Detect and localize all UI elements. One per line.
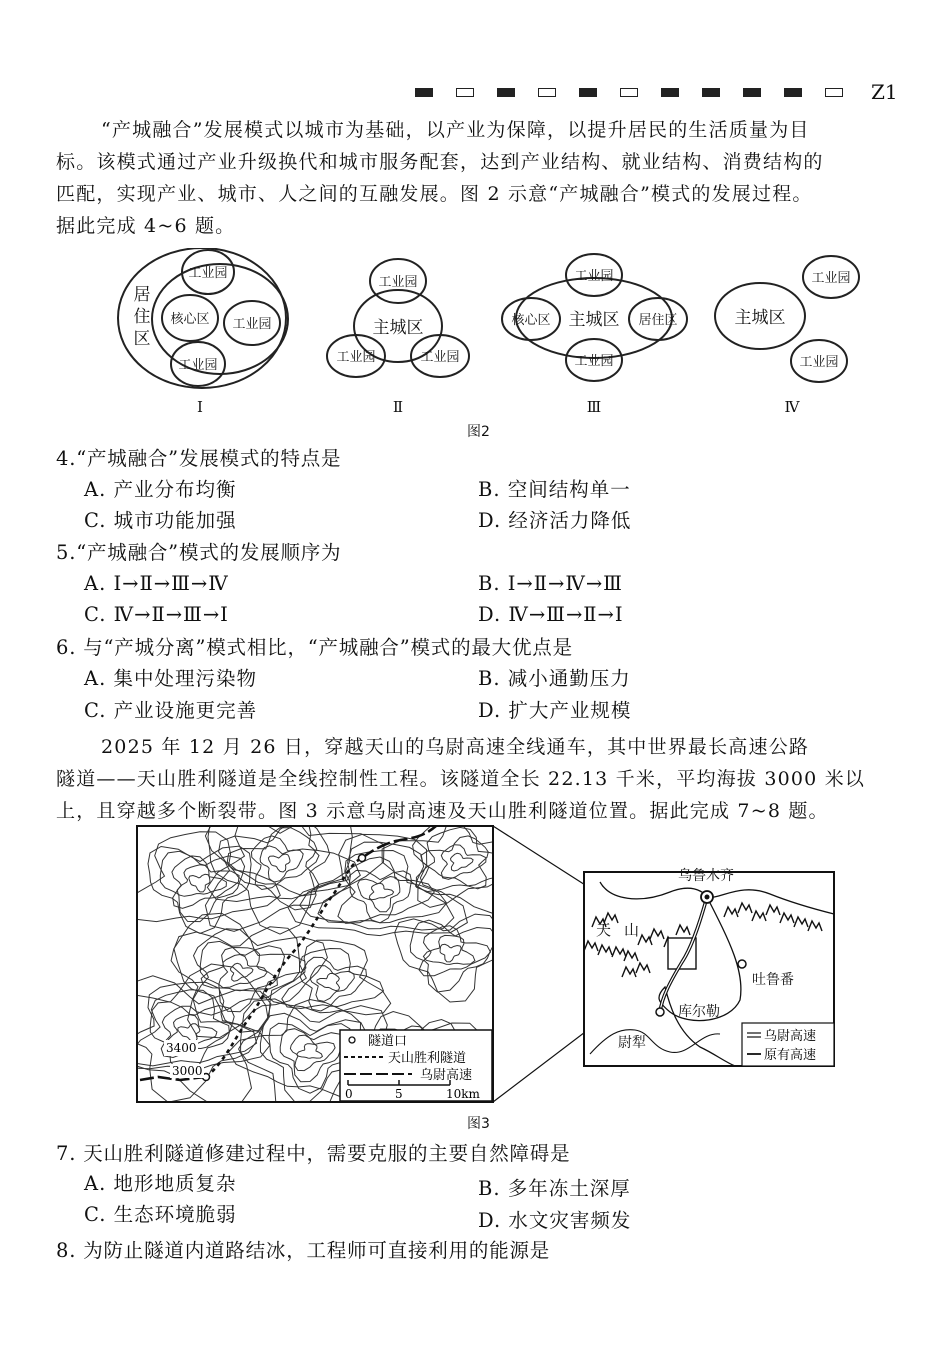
d3-right-label: 居住区 — [638, 313, 678, 328]
header-mark — [620, 88, 638, 97]
inset-yuli: 尉犁 — [618, 1035, 646, 1051]
question-5-stem: 5.“产城融合”模式的发展顺序为 — [56, 541, 342, 564]
inset-turpan-marker — [738, 960, 746, 968]
q4-option-a[interactable]: A. 产业分布均衡 — [84, 478, 237, 501]
header-mark — [415, 88, 433, 97]
q4-option-c[interactable]: C. 城市功能加强 — [84, 509, 237, 532]
figure-2-caption: 图2 — [467, 424, 490, 440]
d1-outer-label-2: 住 — [133, 307, 151, 327]
d1-label: I — [197, 398, 203, 416]
header-mark — [538, 88, 556, 97]
inset-korla: 库尔勒 — [678, 1004, 720, 1020]
q7-option-d[interactable]: D. 水文灾害频发 — [478, 1209, 632, 1232]
header-mark — [661, 88, 679, 97]
q4-option-d[interactable]: D. 经济活力降低 — [478, 509, 632, 532]
d1-park3-label: 工业园 — [178, 358, 218, 373]
q6-option-c[interactable]: C. 产业设施更完善 — [84, 699, 258, 722]
header-mark — [702, 88, 720, 97]
question-7-stem: 7. 天山胜利隧道修建过程中，需要克服的主要自然障碍是 — [56, 1142, 571, 1165]
intro2-line: 2025 年 12 月 26 日，穿越天山的乌尉高速全线通车，其中世界最长高速公路 — [101, 736, 810, 758]
d4-top-label: 工业园 — [811, 271, 851, 286]
d1-park1-label: 工业园 — [188, 266, 228, 281]
intro1-line: 据此完成 4~6 题。 — [56, 215, 236, 237]
legend-portal: 隧道口 — [368, 1034, 408, 1049]
figure-2 — [100, 248, 880, 423]
intro-paragraph-2 — [56, 731, 898, 827]
q5-option-a[interactable]: A. Ⅰ→Ⅱ→Ⅲ→Ⅳ — [84, 572, 229, 595]
d2-center-label: 主城区 — [372, 318, 424, 338]
inset-urumqi: 乌鲁木齐 — [678, 868, 734, 884]
d3-center-label: 主城区 — [568, 310, 620, 330]
header-mark — [825, 88, 843, 97]
q6-option-b[interactable]: B. 减小通勤压力 — [478, 667, 631, 690]
d2-top-label: 工业园 — [378, 275, 418, 290]
intro2-line: 上，且穿越多个断裂带。图 3 示意乌尉高速及天山胜利隧道位置。据此完成 7~8 题。 — [56, 800, 829, 822]
d2-left-label: 工业园 — [336, 350, 376, 365]
paper-code: Z1 — [871, 80, 898, 104]
d4-center-label: 主城区 — [734, 308, 786, 328]
legend-tunnel: 天山胜利隧道 — [388, 1051, 467, 1066]
tunnel-portal-north — [359, 855, 366, 862]
figure-3-caption: 图3 — [467, 1116, 490, 1132]
inset-legend-old: 原有高速 — [764, 1048, 817, 1063]
q7-option-b[interactable]: B. 多年冻土深厚 — [478, 1177, 631, 1200]
q5-option-d[interactable]: D. Ⅳ→Ⅲ→Ⅱ→Ⅰ — [478, 603, 624, 626]
inset-turpan: 吐鲁番 — [752, 972, 794, 988]
d2-right-label: 工业园 — [420, 350, 460, 365]
header-mark — [456, 88, 474, 97]
inset-tian: 天 — [596, 921, 612, 939]
d2-label: Ⅱ — [392, 398, 404, 416]
question-6-stem: 6. 与“产城分离”模式相比，“产城融合”模式的最大优点是 — [56, 636, 573, 659]
q7-option-a[interactable]: A. 地形地质复杂 — [84, 1172, 237, 1195]
contour-label-3000: 3000 — [172, 1064, 203, 1078]
figure-3 — [130, 822, 842, 1107]
inset-legend-new: 乌尉高速 — [764, 1029, 817, 1044]
inset-korla-marker — [656, 1008, 664, 1016]
d3-top-label: 工业园 — [574, 269, 614, 284]
q5-option-c[interactable]: C. Ⅳ→Ⅱ→Ⅲ→Ⅰ — [84, 603, 229, 626]
scale-mid: 5 — [395, 1087, 403, 1101]
intro1-line: 标。该模式通过产业升级换代和城市服务配套，达到产业结构、就业结构、消费结构的 — [56, 151, 824, 173]
header-mark — [579, 88, 597, 97]
intro2-line: 隧道——天山胜利隧道是全线控制性工程。该隧道全长 22.13 千米，平均海拔 3000 米以 — [56, 768, 866, 790]
intro1-line: “产城融合”发展模式以城市为基础，以产业为保障，以提升居民的生活质量为目 — [101, 119, 810, 141]
d4-bottom-label: 工业园 — [799, 355, 839, 370]
q5-option-b[interactable]: B. Ⅰ→Ⅱ→Ⅳ→Ⅲ — [478, 572, 623, 595]
d1-outer-label-3: 区 — [133, 329, 151, 349]
d1-park2-label: 工业园 — [232, 317, 272, 332]
question-8-stem: 8. 为防止隧道内道路结冰，工程师可直接利用的能源是 — [56, 1239, 551, 1262]
inset-shan: 山 — [624, 921, 640, 939]
d3-label: Ⅲ — [586, 398, 602, 416]
d4-label: Ⅳ — [784, 398, 800, 416]
header-mark — [497, 88, 515, 97]
d3-bottom-label: 工业园 — [574, 354, 614, 369]
q6-option-d[interactable]: D. 扩大产业规模 — [478, 699, 632, 722]
d3-left-label: 核心区 — [511, 313, 551, 328]
q7-option-c[interactable]: C. 生态环境脆弱 — [84, 1203, 237, 1226]
question-4-stem: 4.“产城融合”发展模式的特点是 — [56, 447, 342, 470]
d1-outer-label-1: 居 — [133, 285, 151, 305]
header-mark — [743, 88, 761, 97]
scale-zero: 0 — [345, 1087, 353, 1101]
q4-option-b[interactable]: B. 空间结构单一 — [478, 478, 631, 501]
d1-core-label: 核心区 — [170, 312, 210, 327]
legend-highway: 乌尉高速 — [420, 1068, 473, 1083]
intro1-line: 匹配，实现产业、城市、人之间的互融发展。图 2 示意“产城融合”模式的发展过程。 — [56, 183, 813, 205]
q6-option-a[interactable]: A. 集中处理污染物 — [84, 667, 257, 690]
intro-paragraph-1 — [56, 114, 898, 242]
contour-label-3400: 3400 — [166, 1041, 197, 1055]
header-marks — [415, 82, 866, 102]
header-mark — [784, 88, 802, 97]
scale-end: 10km — [446, 1087, 480, 1101]
